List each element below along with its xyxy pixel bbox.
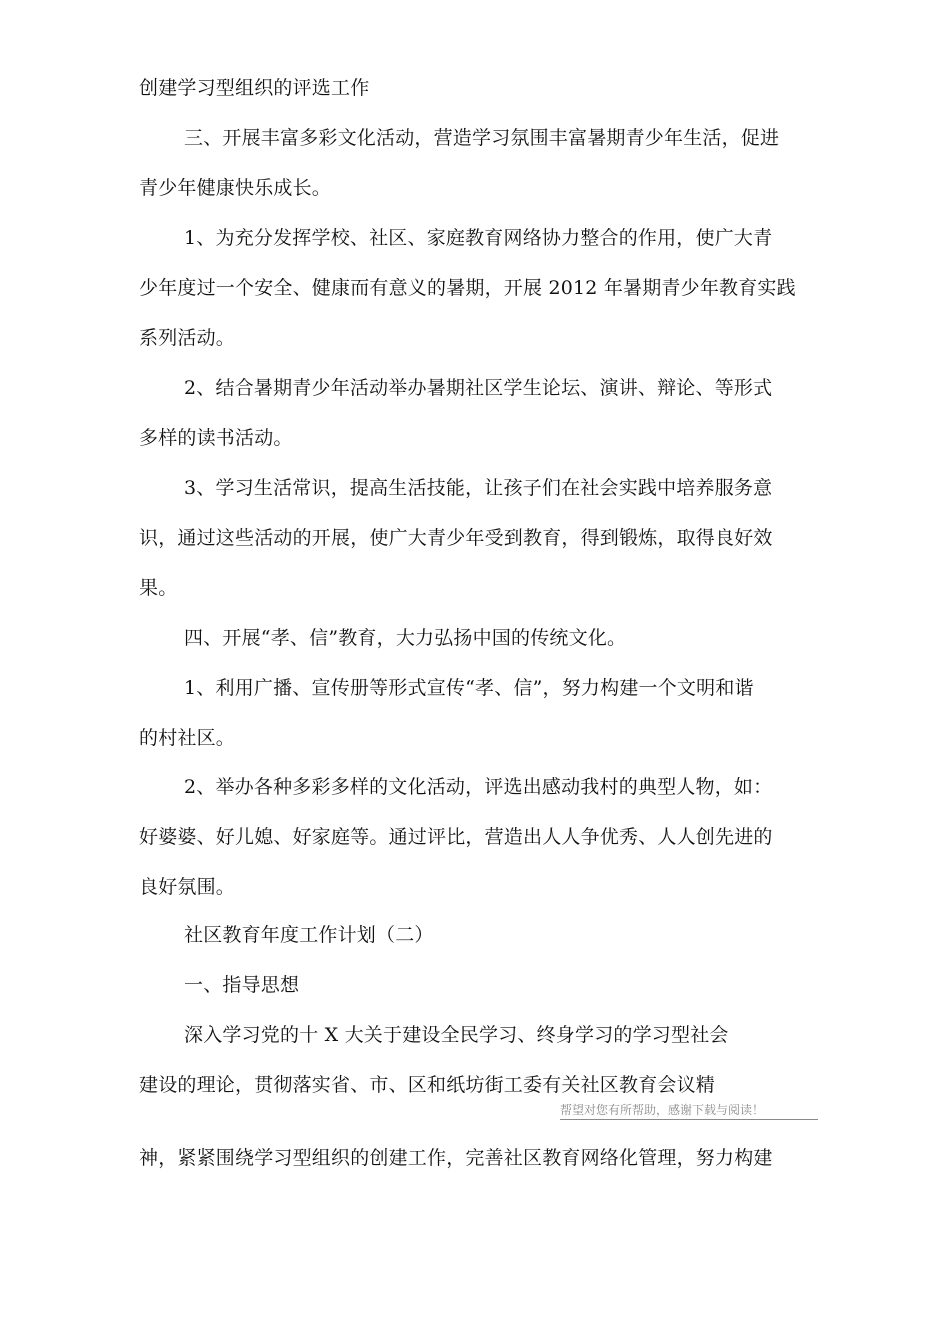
text-line: 2、结合暑期青少年活动举办暑期社区学生论坛、演讲、辩论、等形式 [184, 377, 773, 399]
text-line: 1、利用广播、宣传册等形式宣传“孝、信”，努力构建一个文明和谐 [184, 677, 754, 699]
text-line: 果。 [139, 577, 178, 599]
text-line: 的村社区。 [139, 727, 236, 749]
text-line: 四、开展“孝、信”教育，大力弘扬中国的传统文化。 [184, 627, 627, 649]
text-line: 深入学习党的十 X 大关于建设全民学习、终身学习的学习型社会 [184, 1024, 729, 1046]
text-line: 识，通过这些活动的开展，使广大青少年受到教育，得到锻炼，取得良好效 [139, 527, 773, 549]
section-heading: 一、指导思想 [184, 974, 300, 996]
text-line: 好婆婆、好儿媳、好家庭等。通过评比，营造出人人争优秀、人人创先进的 [139, 826, 773, 848]
text-line: 2、举办各种多彩多样的文化活动，评选出感动我村的典型人物，如： [184, 776, 773, 798]
footer-note: 帮望对您有所帮助，感谢下载与阅读！ [560, 1102, 818, 1120]
text-line: 创建学习型组织的评选工作 [139, 77, 370, 99]
text-line: 三、开展丰富多彩文化活动，营造学习氛围丰富暑期青少年生活，促进 [184, 127, 780, 149]
text-line: 神，紧紧围绕学习型组织的创建工作，完善社区教育网络化管理，努力构建 [139, 1147, 773, 1169]
text-line: 青少年健康快乐成长。 [139, 177, 332, 199]
section-heading: 社区教育年度工作计划（二） [184, 924, 434, 946]
text-line: 建设的理论，贯彻落实省、市、区和纸坊街工委有关社区教育会议精 [139, 1074, 716, 1096]
text-line: 系列活动。 [139, 327, 236, 349]
text-line: 良好氛围。 [139, 876, 236, 898]
text-line: 1、为充分发挥学校、社区、家庭教育网络协力整合的作用，使广大青 [184, 227, 773, 249]
text-line: 多样的读书活动。 [139, 427, 293, 449]
text-line: 3、学习生活常识，提高生活技能，让孩子们在社会实践中培养服务意 [184, 477, 773, 499]
text-line: 少年度过一个安全、健康而有意义的暑期，开展 2012 年暑期青少年教育实践 [139, 277, 796, 299]
